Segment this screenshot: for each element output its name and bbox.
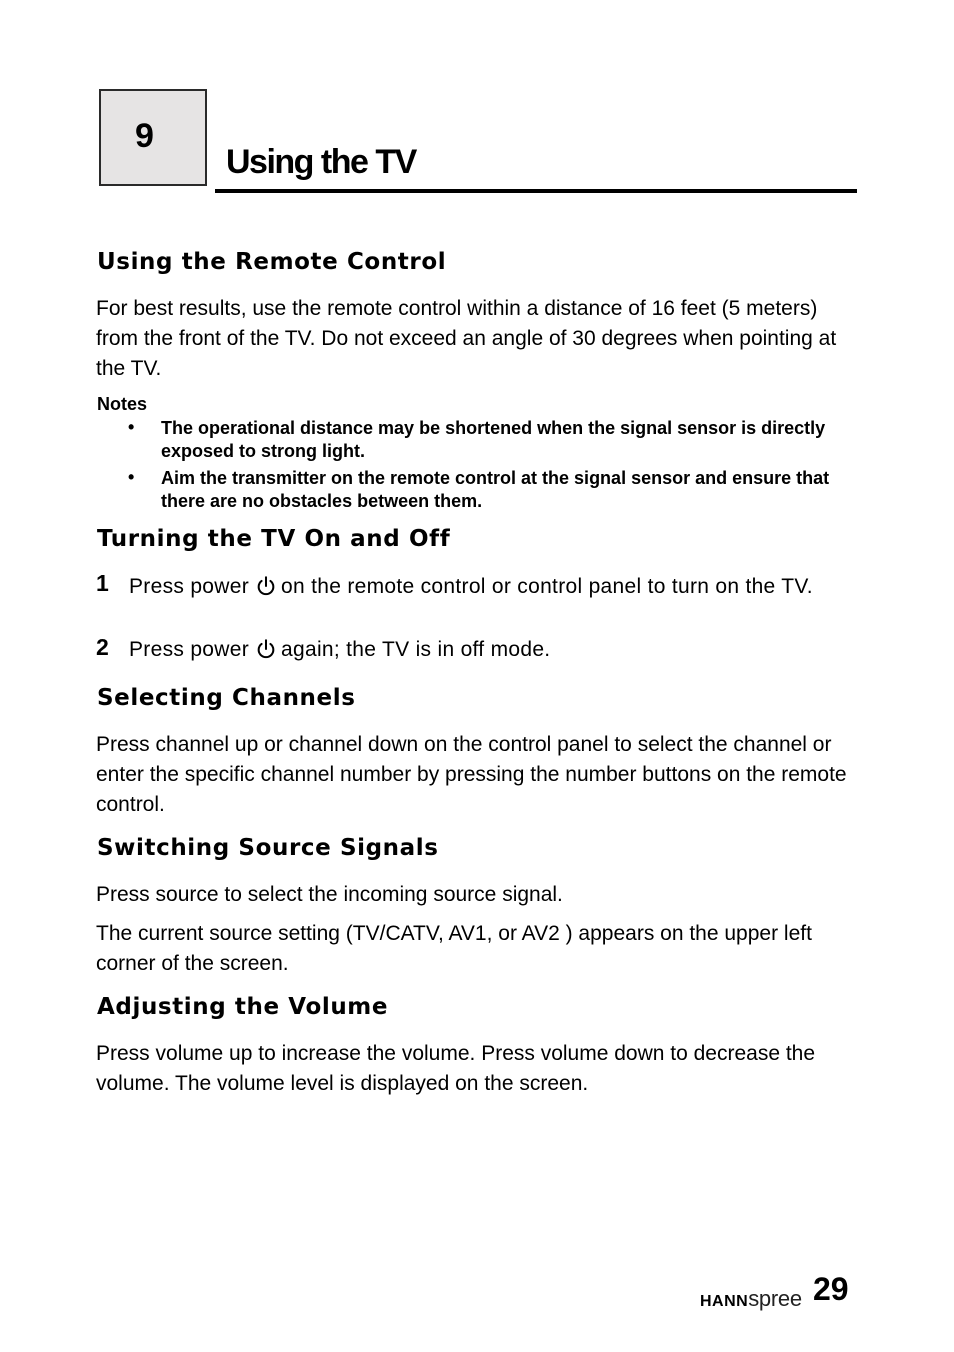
channels-paragraph: Press channel up or channel down on the control panel to select the channel or enter the specific channel number by pressing the number buttons on the remote control. xyxy=(96,733,847,816)
section-heading-power: Turning the TV On and Off xyxy=(97,526,451,552)
note-item: Aim the transmitter on the remote control at the signal sensor and ensure that there are no obstacles between them. xyxy=(161,468,830,511)
note-bullet: • xyxy=(128,467,135,487)
power-icon xyxy=(255,638,277,660)
step-text xyxy=(129,571,849,602)
section-heading-volume: Adjusting the Volume xyxy=(97,994,389,1020)
remote-paragraph: For best results, use the remote control within a distance of 16 feet (5 meters) from the front of the TV. Do not exceed an angle of 30 degrees when pointing at the TV. xyxy=(96,297,837,380)
brand-logo-light: spree xyxy=(748,1286,802,1311)
note-bullet: • xyxy=(128,417,135,437)
step-text-before: Press power xyxy=(129,638,250,661)
step-text-before: Press power xyxy=(129,575,250,598)
title-underline xyxy=(215,189,857,193)
chapter-title: Using the TV xyxy=(226,143,416,181)
step-text-after: again; the TV is in off mode. xyxy=(281,638,551,661)
page-number: 29 xyxy=(813,1271,849,1307)
source-paragraph-1: Press source to select the incoming source signal. xyxy=(96,883,563,906)
section-heading-remote: Using the Remote Control xyxy=(97,249,447,275)
step-number: 2 xyxy=(96,634,109,660)
brand-logo xyxy=(700,1286,802,1312)
source-paragraph-2: The current source setting (TV/CATV, AV1, or AV2 ) appears on the upper left corner of the screen. xyxy=(96,922,812,975)
note-item: The operational distance may be shortened when the signal sensor is directly exposed to strong light. xyxy=(161,418,826,461)
volume-paragraph: Press volume up to increase the volume. Press volume down to decrease the volume. The volume level is displayed on the screen. xyxy=(96,1042,816,1095)
step-text xyxy=(129,634,849,665)
chapter-number: 9 xyxy=(135,117,154,155)
power-icon xyxy=(255,575,277,597)
step-text-after: on the remote control or control panel to turn on the TV. xyxy=(281,575,813,598)
chapter-number-box xyxy=(99,89,207,186)
notes-label: Notes xyxy=(97,394,148,414)
section-heading-channels: Selecting Channels xyxy=(97,685,356,711)
section-heading-source: Switching Source Signals xyxy=(97,835,439,861)
brand-logo-bold: HANN xyxy=(700,1293,749,1310)
step-number: 1 xyxy=(96,570,109,596)
